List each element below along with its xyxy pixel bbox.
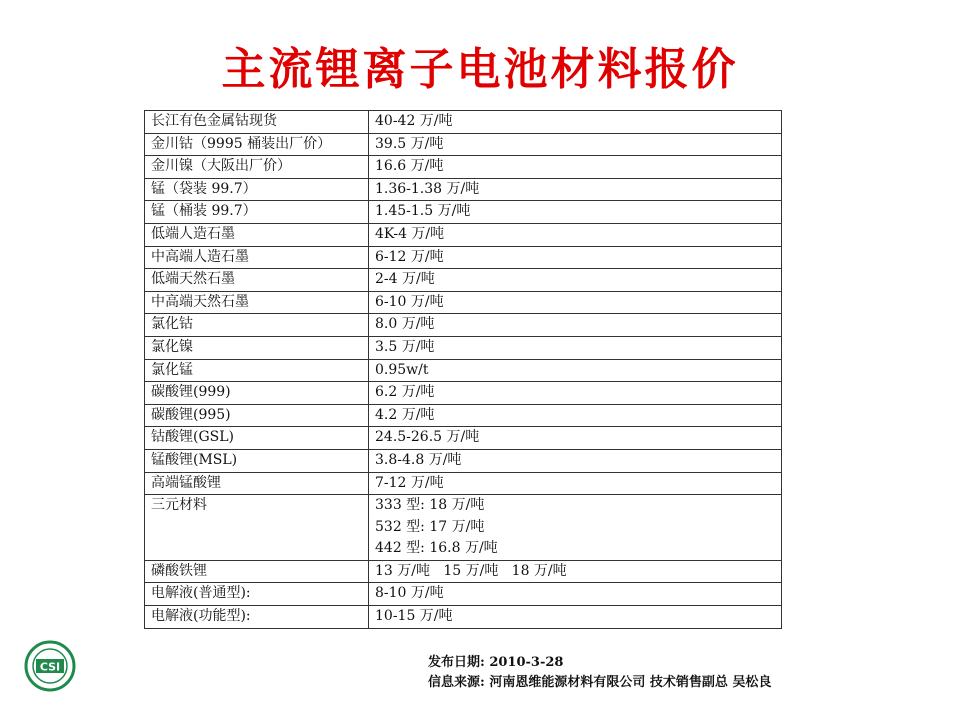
price-cell-multiline [369,495,782,561]
price-line: 333 型: 18 万/吨 [375,497,485,514]
material-cell: 碳酸锂(999) [145,382,369,405]
material-cell: 长江有色金属钴现货 [145,111,369,134]
table-row [145,178,782,201]
table-row [145,472,782,495]
material-cell: 锰酸锂(MSL) [145,449,369,472]
table-row [145,404,782,427]
price-cell: 10-15 万/吨 [369,606,782,629]
material-cell: 电解液(功能型): [145,606,369,629]
table-row [145,583,782,606]
table-row [145,269,782,292]
material-cell: 锰（袋装 99.7） [145,178,369,201]
price-cell: 6-12 万/吨 [369,246,782,269]
price-cell: 6.2 万/吨 [369,382,782,405]
table-row [145,336,782,359]
material-cell: 锰（桶装 99.7） [145,201,369,224]
material-cell: 氯化镍 [145,336,369,359]
publish-date: 发布日期: 2010-3-28 [428,655,564,670]
table-row [145,111,782,134]
material-cell: 金川钴（9995 桶装出厂价） [145,133,369,156]
company-seal-logo-icon [24,640,76,692]
material-cell: 氯化锰 [145,359,369,382]
price-cell: 39.5 万/吨 [369,133,782,156]
table-row [145,223,782,246]
material-cell: 金川镍（大阪出厂价） [145,156,369,179]
table-row [145,359,782,382]
table-row [145,291,782,314]
price-cell: 16.6 万/吨 [369,156,782,179]
table-row-ternary [145,495,782,561]
slide-title: 主流锂离子电池材料报价 [221,44,739,95]
price-line: 532 型: 17 万/吨 [375,518,485,535]
material-cell: 中高端天然石墨 [145,291,369,314]
material-cell: 中高端人造石墨 [145,246,369,269]
price-cell: 7-12 万/吨 [369,472,782,495]
price-line: 442 型: 16.8 万/吨 [375,540,498,557]
price-cell: 3.8-4.8 万/吨 [369,449,782,472]
material-cell: 高端锰酸锂 [145,472,369,495]
price-table [144,110,782,629]
table-row [145,560,782,583]
table-row [145,314,782,337]
info-source: 信息来源: 河南恩维能源材料有限公司 技术销售副总 吴松良 [428,675,772,690]
table-row [145,606,782,629]
table-row [145,449,782,472]
material-cell: 钴酸锂(GSL) [145,427,369,450]
price-cell: 4.2 万/吨 [369,404,782,427]
price-cell: 8.0 万/吨 [369,314,782,337]
table-row [145,427,782,450]
material-cell: 碳酸锂(995) [145,404,369,427]
material-cell: 氯化钴 [145,314,369,337]
table-row [145,133,782,156]
price-cell: 4K-4 万/吨 [369,223,782,246]
table-row [145,382,782,405]
footer [428,653,771,693]
table-row [145,201,782,224]
price-cell: 1.36-1.38 万/吨 [369,178,782,201]
price-cell: 0.95w/t [369,359,782,382]
table-row [145,246,782,269]
price-cell: 40-42 万/吨 [369,111,782,134]
price-cell: 3.5 万/吨 [369,336,782,359]
material-cell: 磷酸铁锂 [145,560,369,583]
price-cell: 8-10 万/吨 [369,583,782,606]
material-cell: 三元材料 [145,495,369,561]
price-cell: 2-4 万/吨 [369,269,782,292]
material-cell: 电解液(普通型): [145,583,369,606]
material-cell: 低端人造石墨 [145,223,369,246]
material-cell: 低端天然石墨 [145,269,369,292]
table-row [145,156,782,179]
price-cell: 13 万/吨 15 万/吨 18 万/吨 [369,560,782,583]
logo-text: CSI [39,660,61,674]
price-cell: 1.45-1.5 万/吨 [369,201,782,224]
price-cell: 24.5-26.5 万/吨 [369,427,782,450]
price-cell: 6-10 万/吨 [369,291,782,314]
